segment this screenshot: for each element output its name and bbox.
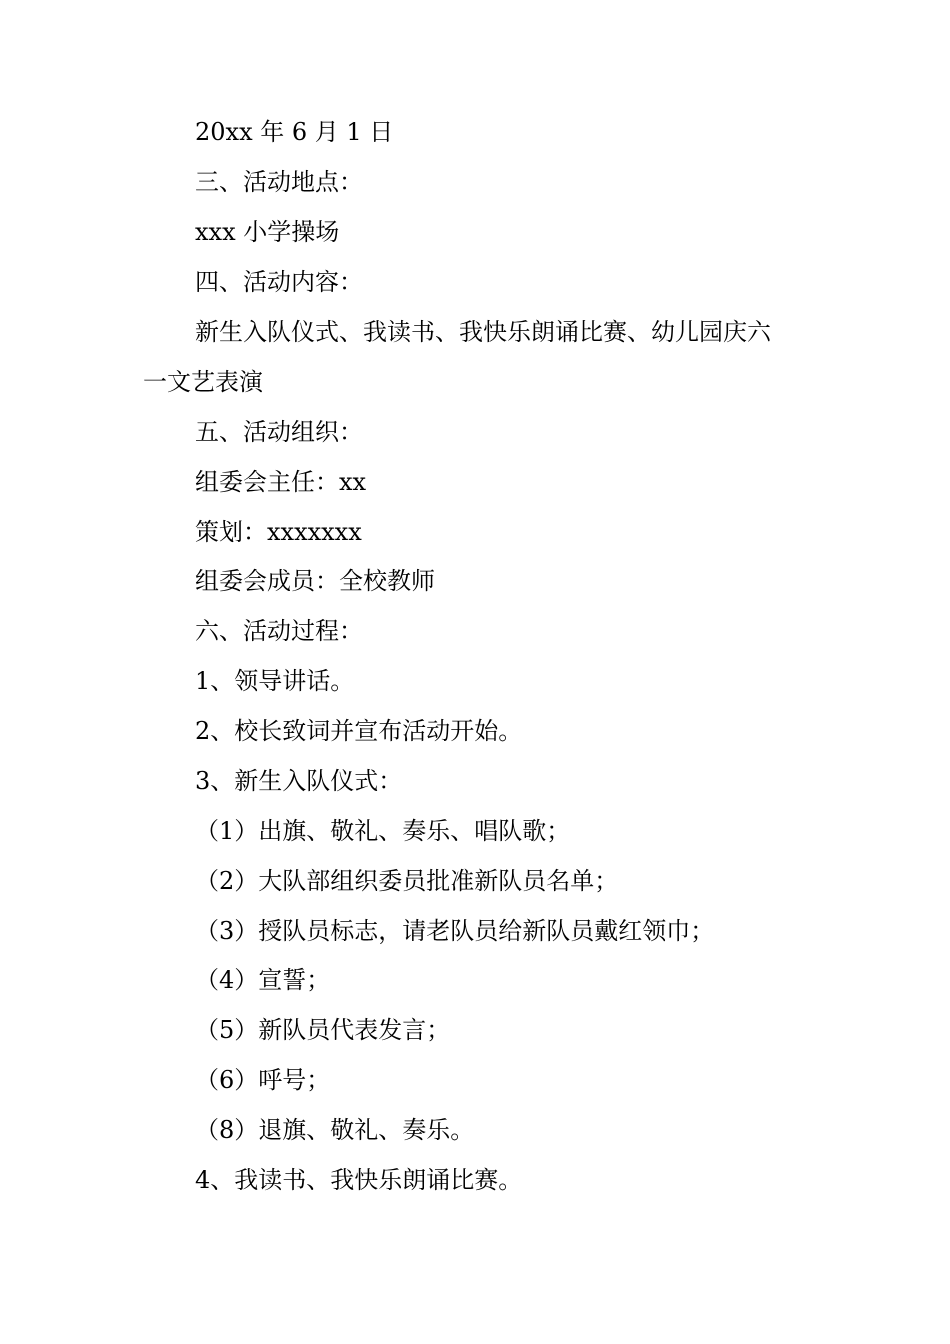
- section-3-heading: 三、活动地点：: [195, 168, 363, 196]
- substep-8-line: （8）退旗、敬礼、奏乐。: [195, 1116, 475, 1144]
- step-4-line: 4、我读书、我快乐朗诵比赛。: [195, 1166, 523, 1194]
- content-line-1: 新生入队仪式、我读书、我快乐朗诵比赛、幼儿园庆六: [195, 318, 771, 346]
- substep-1-line: （1）出旗、敬礼、奏乐、唱队歌；: [195, 817, 571, 845]
- substep-4-line: （4）宣誓；: [195, 966, 331, 994]
- substep-3-line: （3）授队员标志，请老队员给新队员戴红领巾；: [195, 917, 715, 945]
- section-5-heading: 五、活动组织：: [195, 418, 363, 446]
- planner-line: 策划：xxxxxxx: [195, 518, 362, 546]
- section-6-heading: 六、活动过程：: [195, 617, 363, 645]
- content-line-2: 一文艺表演: [143, 368, 263, 396]
- substep-2-line: （2）大队部组织委员批准新队员名单；: [195, 867, 619, 895]
- section-4-heading: 四、活动内容：: [195, 268, 363, 296]
- committee-director-line: 组委会主任：xx: [195, 468, 367, 496]
- step-1-line: 1、领导讲话。: [195, 667, 355, 695]
- substep-5-line: （5）新队员代表发言；: [195, 1016, 451, 1044]
- committee-members-line: 组委会成员：全校教师: [195, 567, 435, 595]
- substep-6-line: （6）呼号；: [195, 1066, 331, 1094]
- location-line: xxx 小学操场: [195, 218, 340, 246]
- step-2-line: 2、校长致词并宣布活动开始。: [195, 717, 523, 745]
- step-3-line: 3、新生入队仪式：: [195, 767, 403, 795]
- date-line: 20xx 年 6 月 1 日: [195, 118, 394, 146]
